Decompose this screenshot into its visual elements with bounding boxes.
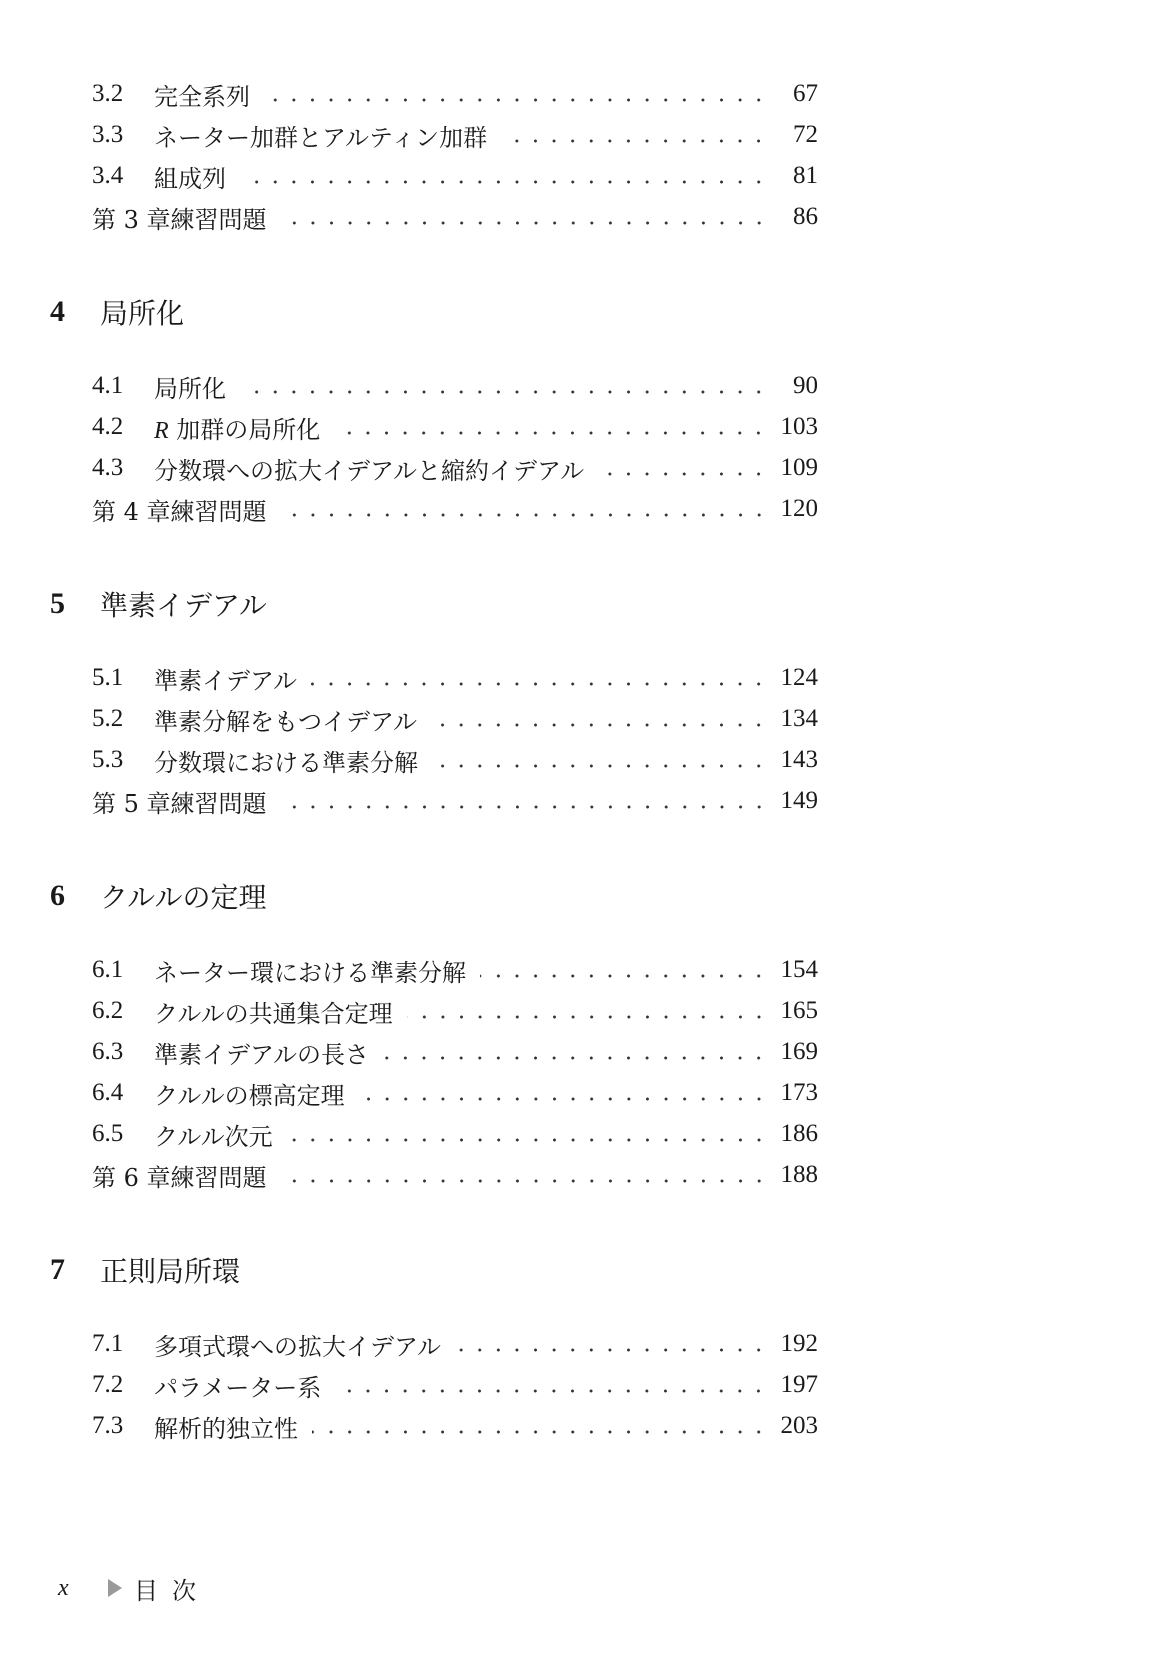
section-number: 5.1: [92, 664, 124, 691]
toc-entry-6-2[interactable]: [92, 993, 818, 1029]
section-number: 6.2: [92, 997, 124, 1024]
math-variable-r: R: [154, 417, 169, 444]
page-number: 134: [780, 705, 818, 732]
running-footer-label: 目次: [134, 1576, 210, 1605]
page-number: 86: [793, 203, 818, 230]
page-number: 90: [793, 372, 818, 399]
section-title: 準素イデアルの長さ: [154, 1035, 383, 1070]
dot-leader: [240, 180, 768, 184]
dot-leader: [281, 513, 768, 517]
chapter-heading-6[interactable]: [50, 874, 266, 918]
toc-entry-7-2[interactable]: [92, 1367, 818, 1403]
page-number: 188: [780, 1161, 818, 1188]
chapter-heading-5[interactable]: [50, 582, 267, 626]
page-number: 124: [780, 664, 818, 691]
section-title: クルルの共通集合定理: [154, 994, 407, 1029]
section-title: パラメーター系: [154, 1368, 335, 1403]
section-title: 完全系列: [154, 77, 264, 112]
section-number: 5.2: [92, 705, 124, 732]
page-number: 103: [780, 413, 818, 440]
section-number: 4.1: [92, 372, 124, 399]
section-title-text: 加群の局所化: [168, 415, 321, 444]
section-number: 4.3: [92, 454, 124, 481]
toc-entry-3-2[interactable]: [92, 76, 818, 112]
section-title: ネーター加群とアルティン加群: [154, 118, 501, 153]
section-number: 7.1: [92, 1330, 124, 1357]
toc-entry-6-1[interactable]: [92, 952, 818, 988]
section-number: 3.3: [92, 121, 124, 148]
toc-entry-exercises-5[interactable]: [92, 783, 818, 819]
toc-entry-exercises-4[interactable]: [92, 491, 818, 527]
toc-entry-4-2[interactable]: [92, 409, 818, 445]
chapter-number: 4: [50, 295, 65, 328]
section-title: 解析的独立性: [154, 1409, 312, 1444]
page-number: 67: [793, 80, 818, 107]
section-title: [154, 410, 334, 445]
dot-leader: [281, 221, 768, 225]
page-number: 154: [780, 956, 818, 983]
section-number: 6.1: [92, 956, 124, 983]
chapter-number: 5: [50, 587, 65, 620]
chapter-heading-7[interactable]: [50, 1248, 240, 1292]
page-number: 186: [780, 1120, 818, 1147]
section-number: 7.3: [92, 1412, 124, 1439]
section-title: ネーター環における準素分解: [154, 953, 480, 988]
toc-entry-4-1[interactable]: [92, 368, 818, 404]
toc-entry-exercises-3[interactable]: [92, 199, 818, 235]
section-number: 7.2: [92, 1371, 124, 1398]
page-number: 165: [780, 997, 818, 1024]
section-title: 多項式環への拡大イデアル: [154, 1327, 455, 1362]
page-number: 197: [780, 1371, 818, 1398]
toc-entry-5-1[interactable]: [92, 660, 818, 696]
dot-leader: [431, 723, 768, 727]
dot-leader: [334, 431, 768, 435]
section-title: 局所化: [154, 369, 240, 404]
section-title: 組成列: [154, 159, 240, 194]
toc-entry-exercises-6[interactable]: [92, 1157, 818, 1193]
dot-leader: [383, 1056, 768, 1060]
page-number: 173: [780, 1079, 818, 1106]
section-number: 6.4: [92, 1079, 124, 1106]
dot-leader: [281, 805, 768, 809]
section-title: 準素イデアル: [154, 661, 311, 696]
dot-leader: [264, 98, 768, 102]
dot-leader: [281, 1179, 768, 1183]
dot-leader: [407, 1015, 768, 1019]
dot-leader: [312, 1430, 768, 1434]
triangle-marker-icon: [108, 1579, 122, 1597]
toc-entry-6-4[interactable]: [92, 1075, 818, 1111]
exercises-title: 第 4 章練習問題: [92, 492, 281, 527]
page-number: 203: [780, 1412, 818, 1439]
section-number: 6.3: [92, 1038, 124, 1065]
section-number: 3.4: [92, 162, 124, 189]
page-footer: [58, 1568, 210, 1608]
dot-leader: [455, 1348, 768, 1352]
chapter-number: 6: [50, 879, 65, 912]
dot-leader: [335, 1389, 768, 1393]
toc-entry-6-3[interactable]: [92, 1034, 818, 1070]
page-number: 72: [793, 121, 818, 148]
chapter-heading-4[interactable]: [50, 290, 184, 334]
chapter-title: 局所化: [100, 297, 185, 330]
chapter-title: クルルの定理: [100, 881, 267, 914]
page-number: 81: [793, 162, 818, 189]
page-number: 149: [780, 787, 818, 814]
toc-entry-6-5[interactable]: [92, 1116, 818, 1152]
toc-entry-3-4[interactable]: [92, 158, 818, 194]
dot-leader: [480, 974, 768, 978]
dot-leader: [359, 1097, 768, 1101]
toc-entry-4-3[interactable]: [92, 450, 818, 486]
section-title: クルルの標高定理: [154, 1076, 359, 1111]
exercises-title: 第 6 章練習問題: [92, 1158, 281, 1193]
dot-leader: [432, 764, 768, 768]
dot-leader: [598, 472, 768, 476]
toc-entry-7-1[interactable]: [92, 1326, 818, 1362]
page-number: 120: [780, 495, 818, 522]
section-number: 4.2: [92, 413, 124, 440]
section-title: クルル次元: [154, 1117, 287, 1152]
dot-leader: [287, 1138, 768, 1142]
page-number: 192: [780, 1330, 818, 1357]
page-number: 169: [780, 1038, 818, 1065]
folio-page-number: x: [58, 1574, 69, 1601]
page-number: 143: [780, 746, 818, 773]
dot-leader: [311, 682, 768, 686]
dot-leader: [240, 390, 768, 394]
toc-entry-5-3[interactable]: [92, 742, 818, 778]
section-number: 6.5: [92, 1120, 124, 1147]
toc-entry-7-3[interactable]: [92, 1408, 818, 1444]
exercises-title: 第 3 章練習問題: [92, 200, 281, 235]
section-title: 分数環における準素分解: [154, 743, 432, 778]
section-title: 分数環への拡大イデアルと縮約イデアル: [154, 451, 598, 486]
section-number: 5.3: [92, 746, 124, 773]
section-title: 準素分解をもつイデアル: [154, 702, 431, 737]
toc-entry-3-3[interactable]: [92, 117, 818, 153]
exercises-title: 第 5 章練習問題: [92, 784, 281, 819]
toc-entry-5-2[interactable]: [92, 701, 818, 737]
section-number: 3.2: [92, 80, 124, 107]
chapter-title: 準素イデアル: [100, 589, 267, 622]
chapter-title: 正則局所環: [100, 1255, 241, 1288]
dot-leader: [501, 139, 768, 143]
page-number: 109: [780, 454, 818, 481]
chapter-number: 7: [50, 1253, 65, 1286]
